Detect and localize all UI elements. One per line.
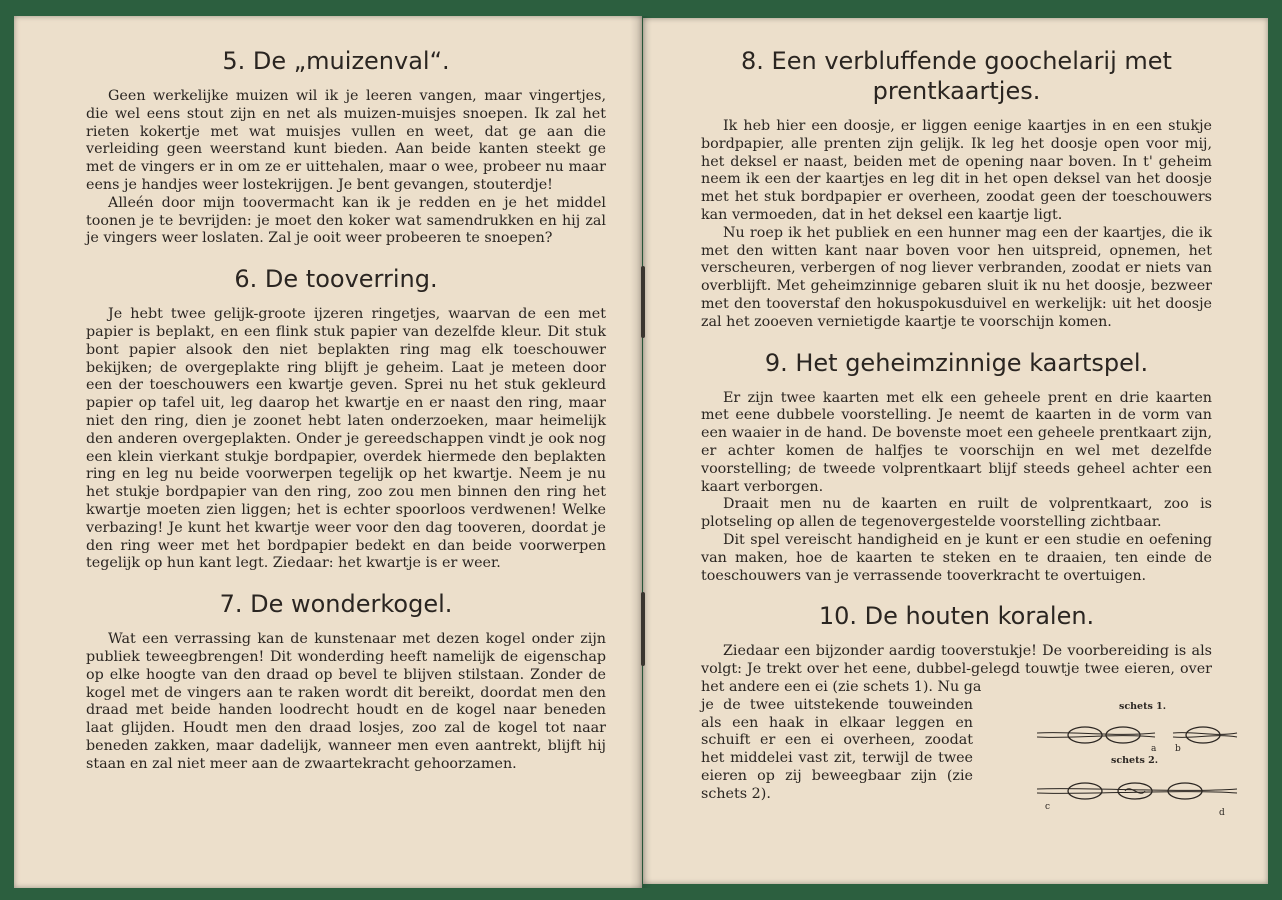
left-page: [14, 16, 642, 888]
sketch-1-illustration: [1035, 715, 1240, 755]
paragraph: Dit spel vereischt handigheid en je kunt er een studie en oefening van maken, hoe de kaarten te steken en te draaien, ten einde de toeschouwers van je verrassende tooverkracht te overtuigen.: [701, 531, 1212, 584]
section-title: 8. Een verbluffende goochelarij met prentkaartjes.: [741, 47, 1172, 105]
section-muizenval: [86, 46, 606, 248]
binding-stitch: [641, 592, 645, 666]
section-wonderkogel: [86, 589, 606, 773]
section-title: 7. De wonderkogel.: [219, 590, 453, 619]
section-prentkaartjes: [701, 46, 1212, 332]
section-title: 6. De tooverring.: [234, 265, 438, 294]
sketch-label: a: [1151, 743, 1157, 754]
paragraph: Er zijn twee kaarten met elk een geheele prent en drie kaarten met eene dubbele voorstelling. Je neemt de kaarten in de vorm van een waaier in de hand. De bovenste moet een geheele prentkaart zijn, er achter komen de halfjes te voorschijn en wel met dezelfde voorstelling; de tweede volprentkaart blijf steeds geheel achter een kaart verborgen.: [701, 389, 1212, 495]
sketch-caption: schets 2.: [1111, 754, 1159, 766]
section-title: 9. Het geheimzinnige kaartspel.: [764, 348, 1149, 377]
paragraph: Ik heb hier een doosje, er liggen eenige kaartjes in en een stukje bordpapier, alle prenten zijn gelijk. Ik leg het doosje open voor mij, het deksel er naast, beiden met de opening naar boven. In t' geheim neem ik een der kaartjes en leg dit in het open deksel van het doosje met het stuk bordpapier er overheen, zoodat geen der toeschouwers kan vermoeden, dat in het deksel een kaartje ligt.: [701, 118, 1212, 223]
section-title: 5. De „muizenval“.: [222, 47, 450, 75]
sketch-label: b: [1175, 743, 1181, 754]
paragraph: Ziedaar een bijzonder aardig tooverstukje! De voorbereiding is als volgt: Je trekt over het eene, dubbel-gelegd touwtje twee eieren, over het andere een ei (zie schets 1). Nu ga: [701, 643, 1212, 695]
binding-stitch: [641, 266, 645, 338]
koralen-with-sketches: [701, 696, 1225, 818]
sketch-caption: schets 1.: [1119, 700, 1167, 712]
sketch-figures: [1035, 701, 1240, 821]
paragraph: Wat een verrassing kan de kunstenaar met dezen kogel onder zijn publiek teweegbrengen! Dit wonderding heeft namelijk de eigenschap op elke hoogte van den draad op bevel te blijven stilstaan. Zonder de kogel met de vingers aan te raken wordt dit bereikt, doordat men den draad met beide handen loodrecht houdt en de kogel naar beneden laat glijden. Houdt men den draad losjes, zoo zal de kogel tot naar beneden zakken, maar dadelijk, wanneer men even aantrekt, blijft hij staan en zal niet meer aan de zwaartekracht gehoorzamen.: [86, 631, 606, 772]
paragraph: Nu roep ik het publiek en een hunner mag een der kaartjes, die ik met den witten kant naar boven voor hen uitspreid, opnemen, het verscheuren, verbergen of nog liever verbranden, zoodat er niets van overblijft. Met geheimzinnige gebaren sluit ik nu het doosje, bezweer met den tooverstaf den hokuspokusduivel en werkelijk: uit het doosje zal het zooeven vernietigde kaartje te voorschijn komen.: [701, 224, 1212, 330]
section-tooverring: [86, 264, 606, 573]
paragraph: Alleén door mijn toovermacht kan ik je redden en je het middel toonen je te bevrijden: je moet den koker wat samendrukken en hij zal je vingers weer loslaten. Zal je ooit weer probeeren te snoepen?: [86, 194, 606, 247]
paragraph: Je hebt twee gelijk-groote ijzeren ringetjes, waarvan de een met papier is beplakt, en een flink stuk papier van dezelfde kleur. Dit stuk bont papier alsook den niet beplakten ring mag elk toeschouwer bekijken; de overgeplakte ring blijft je geheim. Laat je meteen door een der toeschouwers een kwartje geven. Sprei nu het stuk gekleurd papier op tafel uit, leg daarop het kwartje en er naast den ring, maar niet den ring, dien je zoonet hebt laten onderzoeken, maar heimelijk den anderen overgeplakten. Onder je gereedschappen vindt je ook nog een klein vierkant stukje bordpapier, overdek hiermede den beplakten ring en leg nu beide voorwerpen tegelijk op het kwartje. Neem je nu het stukje bordpapier van den ring, zoo zou men binnen den ring het kwartje moeten zien liggen; het is echter spoorloos verdwenen! Welke verbazing! Je kunt het kwartje weer voor den dag tooveren, doordat je den ring weer met het bordpapier bedekt en dan beide voorwerpen tegelijk op hun kant legt. Ziedaar: het kwartje is er weer.: [86, 306, 606, 572]
page-fold: [630, 16, 652, 888]
sketch-2-illustration: [1035, 771, 1240, 819]
right-page: [643, 18, 1268, 884]
paragraph: Geen werkelijke muizen wil ik je leeren vangen, maar vingertjes, die wel eens stout zijn en net als muizen-muisjes snoepen. Ik zal het rieten kokertje met wat muisjes vullen en weet, dat ge aan die verleiding geen weerstand kunt bieden. Aan beide kanten steekt ge met de vingers er in om ze er uittehalen, maar o wee, probeer nu maar eens je handjes weer lostekrijgen. Je bent gevangen, stouterdje!: [86, 88, 606, 193]
section-houten-koralen: [701, 601, 1225, 818]
sketch-label: d: [1219, 807, 1225, 818]
section-kaartspel: [701, 348, 1212, 586]
section-title: 10. De houten koralen.: [818, 602, 1095, 631]
paragraph: Draait men nu de kaarten en ruilt de volprentkaart, zoo is plotseling op allen de tegenovergestelde voorstelling zichtbaar.: [701, 496, 1212, 531]
sketch-label: c: [1045, 801, 1051, 812]
paragraph: je de twee uitstekende touweinden als een haak in elkaar leggen en schuift er een ei overheen, zoodat het middelei vast zit, terwijl de twee eieren op zij beweegbaar zijn (zie schets 2).: [701, 696, 973, 802]
